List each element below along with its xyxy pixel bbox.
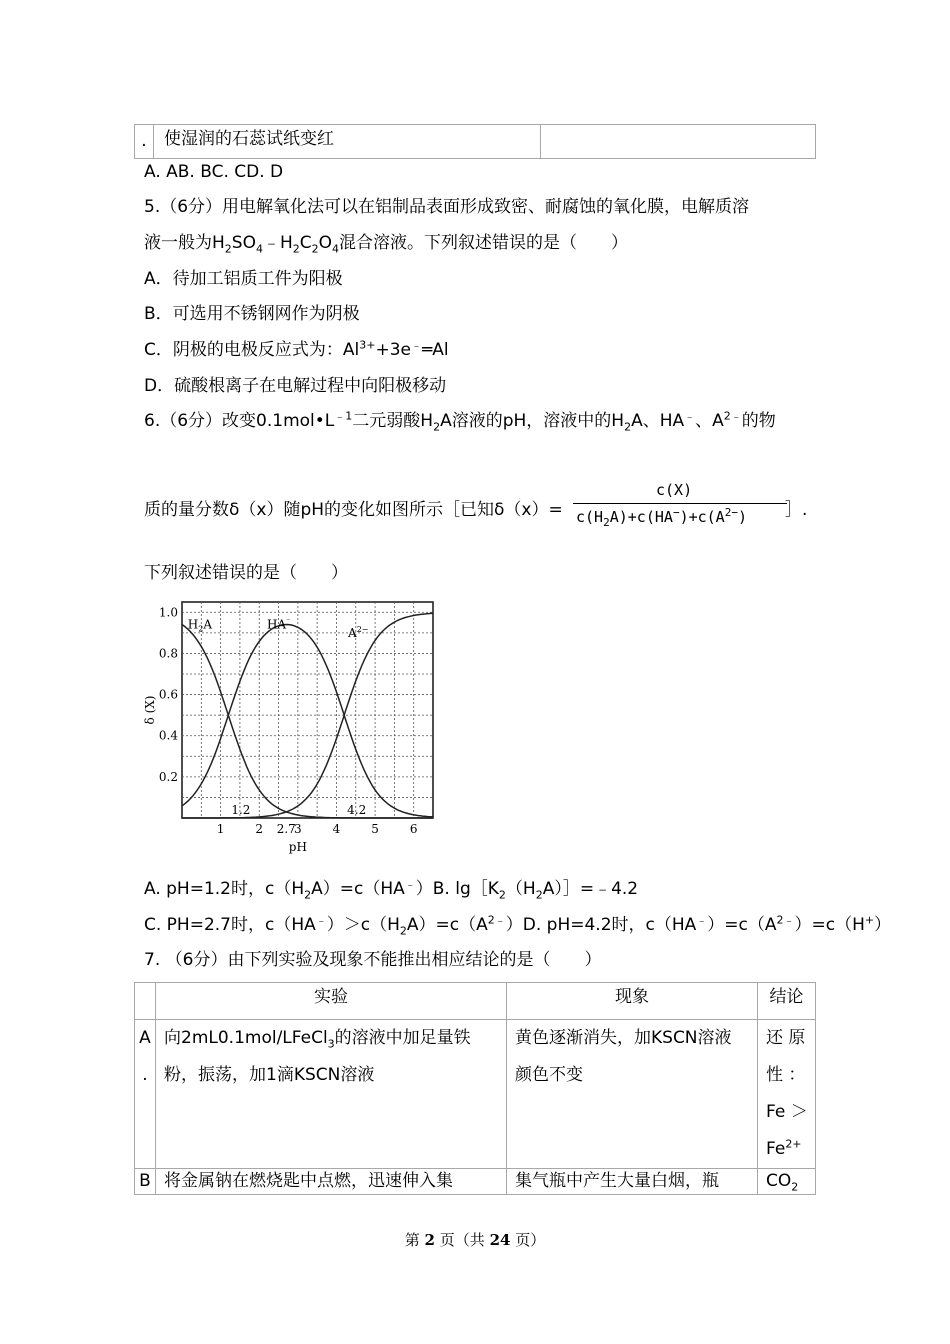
- x-tick-label: 6: [409, 822, 418, 836]
- footer-total-pages: 24: [489, 1231, 511, 1249]
- y-tick-label: 0.2: [158, 769, 178, 784]
- y-tick-label: 0.4: [158, 728, 178, 743]
- q4-answer-choices: A. AB. BC. CD. D: [144, 162, 284, 182]
- table-row: [135, 1169, 816, 1195]
- q5-option-b: B．可选用不锈钢网作为阴极: [144, 304, 360, 324]
- fraction-bar: [573, 503, 787, 504]
- q7-row-b-conclusion: $CO_2$: [758, 1169, 816, 1195]
- q7-stem: 7. （6分）由下列实验及现象不能推出相应结论的是（ ）: [144, 950, 602, 970]
- x-tick-label: 1: [216, 822, 225, 836]
- q6-stem-line2: 质的量分数δ（x）随pH的变化如图所示［已知δ（x）=: [144, 500, 563, 520]
- annotation-label: 1.2: [231, 803, 251, 817]
- top-table-text: 使湿润的石蕊试纸变红: [154, 125, 541, 159]
- q7-header-label: [135, 983, 156, 1020]
- q5-option-a: A．待加工铝质工件为阳极: [144, 269, 343, 289]
- q6-stem-line2-end: ］.: [785, 500, 808, 520]
- q5-stem-line1: 5.（6分）用电解氧化法可以在铝制品表面形成致密、耐腐蚀的氧化膜，电解质溶: [144, 197, 750, 217]
- top-table: [134, 124, 816, 159]
- x-tick-label: 5: [371, 822, 379, 836]
- q7-row-a-experiment: 向2mL0.1mol/LFeCl$_3$的溶液中加足量铁 粉，振荡，加1滴KSCN溶液: [156, 1020, 507, 1169]
- q7-row-a-phenomenon: 黄色逐渐消失，加KSCN溶液 颜色不变: [507, 1020, 758, 1169]
- y-tick-label: 0.8: [158, 646, 178, 661]
- q7-header-phenomenon: 现象: [507, 983, 758, 1020]
- q6-options-cd: C. PH=2.7时，$c(HA^﹣)>c(H_2A)=c(A^{2﹣})D$. pH=4.2时，$c(HA^﹣)=c(A^{2﹣})=c(H^+)$: [144, 913, 892, 938]
- series-label-a2: $A^{2-}$: [348, 624, 369, 640]
- q6-options-ab: A. pH=1.2时，$c(H_2A)=c(HA^﹣)B$. $\lg[K_2(H_2A)]=﹣4.2$: [144, 877, 639, 902]
- q5-stem-line2: 液一般为$H_2SO_4﹣H_2C_2O_4$混合溶液。下列叙述错误的是（ ）: [144, 233, 629, 256]
- x-tick-label: 2: [255, 822, 264, 836]
- x-tick-label: 2.7: [276, 822, 296, 836]
- q5-option-d: D．硫酸根离子在电解过程中向阳极移动: [144, 376, 447, 396]
- top-table-right: [541, 125, 816, 159]
- y-tick-label: 0.6: [158, 687, 178, 702]
- q7-row-b-label: B: [135, 1169, 156, 1195]
- series-a2-curve: [182, 613, 433, 818]
- q7-header-experiment: 实验: [156, 983, 507, 1020]
- q7-row-b-phenomenon: 集气瓶中产生大量白烟，瓶: [507, 1169, 758, 1195]
- fraction-denominator: $c(H_2A)+c(HA^-)+c(A^{2-})$: [576, 506, 747, 529]
- y-axis-label: δ (X): [143, 695, 157, 725]
- q7-header-conclusion: 结论: [758, 983, 816, 1020]
- x-tick-label: 4: [332, 822, 341, 836]
- q7-row-a-conclusion: 还 原 性 ： Fe ＞ $Fe^{2+}$: [758, 1020, 816, 1169]
- table-row: [135, 1020, 816, 1169]
- distribution-chart: [142, 592, 442, 860]
- fraction-numerator: c(X): [656, 481, 693, 499]
- q5-option-c: C．阴极的电极反应式为：$Al^{3+}+3e^﹣═Al$: [144, 338, 449, 360]
- top-table-mark: .: [135, 125, 154, 159]
- q6-stem-line3: 下列叙述错误的是（ ）: [144, 563, 348, 583]
- q7-table: [134, 982, 816, 1195]
- x-axis-label: pH: [288, 840, 307, 854]
- footer-page-number: 2: [424, 1231, 435, 1249]
- y-tick-label: 1.0: [158, 605, 178, 620]
- page-footer: 第 2 页（共 24 页）: [404, 1231, 546, 1249]
- annotation-label: 4.2: [347, 803, 367, 817]
- q7-row-a-label: A .: [135, 1020, 156, 1169]
- x-tick-label: 3: [294, 822, 302, 836]
- series-label-h2a: $H_2A$: [187, 617, 213, 634]
- q6-stem-line1: 6.（6分）改变$0.1mol•L^{﹣1}$二元弱酸$H_2A$溶液的pH，溶液中的$H_2A$、HA﹣、$A^{2﹣}$的物: [144, 409, 776, 434]
- series-label-ha: HA⁻: [266, 616, 291, 632]
- q7-row-b-experiment: 将金属钠在燃烧匙中点燃，迅速伸入集: [156, 1169, 507, 1195]
